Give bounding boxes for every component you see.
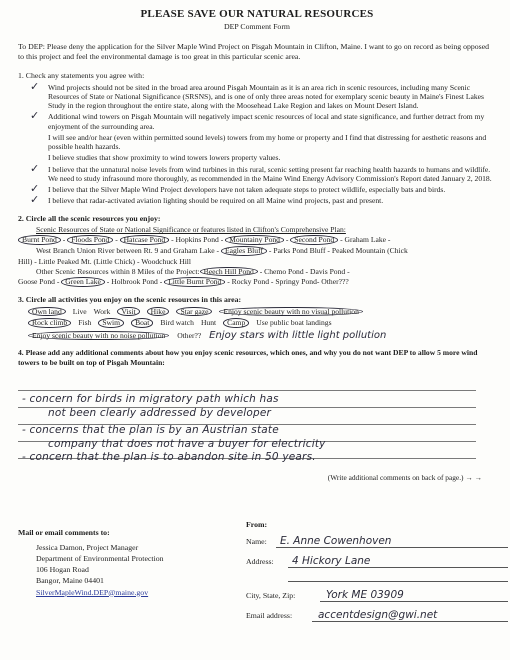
activities-row-1 [28,307,496,317]
activity-other-label: Other?? [177,330,202,340]
statement-item[interactable] [18,109,496,131]
write-on-back-note: (Write additional comments on back of page.) → → [327,472,482,482]
scenic-option-circled[interactable]: Second Pond [290,235,338,245]
statement-text: I will see and/or hear (even within permitted sound levels) towers from my home or property and I find that distressing for aesthetic reasons and possible health hazards. [48,132,487,152]
mail-line: 106 Hogan Road [36,565,89,575]
name-field[interactable] [246,531,508,550]
activity-other-answer: Enjoy stars with little light pollution [209,329,387,341]
address-value: 4 Hickory Lane [292,554,371,567]
activity-option-circled[interactable]: Boat [131,318,153,328]
activity-option-circled[interactable]: Visit [117,307,139,317]
section-1-heading: 1. Check any statements you agree with: [18,71,145,81]
mail-email-link[interactable]: SilverMapleWind.DEP@maine.gov [36,587,149,597]
section-2-heading: 2. Circle all the scenic resources you enjoy: [18,213,161,223]
comment-line-2: not been clearly addressed by developer [48,406,272,419]
activity-option[interactable]: Live [72,306,87,316]
check-mark-icon: ✓ [30,182,40,196]
name-underline [276,547,508,548]
activity-option-circled[interactable]: Own land [28,307,66,317]
address-underline [288,567,508,568]
check-mark-icon: ✓ [30,161,40,175]
email-label: Email address: [246,611,293,620]
address-line-2[interactable] [246,571,508,584]
scenic-text: Other Scenic Resources within 8 Miles of the Project: [36,266,200,276]
activity-option-circled[interactable]: Camp [223,318,249,328]
form-subtitle: DEP Comment Form [224,22,290,32]
scenic-option-circled[interactable]: Eagles Bluff [221,246,267,256]
activities-row-2 [28,318,496,328]
section-3-heading: 3. Circle all activities you enjoy on the scenic resources in this area: [18,295,242,305]
city-value: York ME 03909 [326,588,404,601]
scenic-option-circled[interactable]: Burnt Pond [18,235,61,245]
comment-line-3: - concerns that the plan is by an Austrian state [22,423,279,436]
from-heading: From: [246,520,268,529]
scenic-option-circled[interactable]: Floods Pond [67,235,113,245]
statement-item[interactable] [18,79,496,111]
scenic-option-circled[interactable]: Beech Hill Pond [200,267,258,277]
scenic-option-circled[interactable]: Mountainy Pond [225,235,284,245]
scenic-option-circled[interactable]: Hatcase Pond [120,235,170,245]
city-label: City, State, Zip: [246,591,296,600]
from-block [246,520,508,624]
scenic-text: - [113,235,120,245]
mail-line: Jessica Damon, Project Manager [36,542,139,552]
activity-option-circled[interactable]: Enjoy scenic beauty with no noise pollution [28,331,169,341]
activity-option-circled[interactable]: Hike [147,307,170,317]
city-field[interactable] [246,585,508,604]
scenic-option-circled[interactable]: Little Burnt Pond [164,277,225,287]
scenic-text: - [60,235,68,245]
statement-item[interactable] [18,193,496,207]
statement-text: Wind projects should not be sited in the broad area around Pisgah Mountain as it is an area rich in scenic resources, including many Scenic Resources of State or National Significance (SRSNS), and is one of only three areas noted for exemplary scenic beauty in Maine's Finest Lakes Study in the region throughout the entire state, along with the Moosehead Lake Region and lakes on Mount Desert Island. [48,82,484,111]
address-label: Address: [246,557,274,566]
scenic-text: - Hopkins Pond - [169,235,226,245]
mail-line: Department of Environmental Protection [36,553,164,563]
comment-lines [18,374,496,482]
email-value: accentdesign@gwi.net [318,608,438,621]
statement-list [18,79,496,207]
activity-option[interactable]: Bird watch [160,318,194,328]
intro-paragraph: To DEP: Please deny the application for the Silver Maple Wind Project on Pisgah Mountain in Clifton, Maine. I want to go on record as being opposed to this project and feel the environmental damage is too great in this particular scenic area. [18,41,490,62]
scenic-line-3 [18,257,496,266]
activity-option-circled[interactable]: Rock climb [28,318,71,328]
scenic-line-5 [18,277,496,287]
statement-item[interactable] [18,161,496,184]
activity-option[interactable]: Hunt [200,318,217,328]
scenic-text: - Rocky Pond - Springy Pond- Other??? [225,277,349,287]
comment-line-5: - concern that the plan is to abandon site in 50 years. [22,450,316,463]
scenic-text: Hill) - Little Peaked Mt. (Little Chick) - Woodchuck Hill [18,256,192,266]
comment-line-1: - concern for birds in migratory path which has [22,392,279,405]
section-activities [18,295,496,342]
activity-option-circled[interactable]: Star gaze [176,307,212,317]
scenic-line-1 [18,235,496,245]
statement-text: I believe studies that show proximity to wind towers lowers property values. [48,153,281,163]
email-field[interactable] [246,605,508,624]
statement-item[interactable] [18,182,496,196]
address-field[interactable] [246,551,508,570]
name-label: Name: [246,537,267,546]
name-value: E. Anne Cowenhoven [280,534,392,547]
activity-option[interactable]: Use public boat landings [256,318,332,328]
check-mark-icon: ✓ [30,193,40,207]
scenic-option-circled[interactable]: Green Lake [61,277,105,287]
scenic-subheading: Scenic Resources of State or National Significance or features listed in Clifton's Comprehensive Plan: [36,225,346,235]
address-underline-2 [288,581,508,582]
comment-rule [18,390,476,391]
email-underline [312,621,508,622]
statement-text: I believe that radar-activated aviation lighting should be required on all Maine wind projects, past and present. [48,196,384,206]
scenic-text: - Graham Lake - [338,235,391,245]
scenic-line-2 [18,246,496,256]
activity-option-circled[interactable]: Enjoy scenic beauty with no visual pollution [219,307,362,317]
statement-text: I believe that the unnatural noise levels from wind turbines in this rural, scenic setting present far reaching health hazards to humans and wildlife. We need to study infrasound more thoroughly, as recommended in the Maine Wind Energy Advisory Commission's Report dated January 2, 2018. [48,164,492,183]
mail-line: Bangor, Maine 04401 [36,576,104,586]
statement-item[interactable] [18,153,496,162]
activity-option[interactable]: Fish [78,318,92,328]
statement-text: I believe that the Silver Maple Wind Project developers have not taken adequate steps to protect wildlife, especially bats and birds. [48,185,446,195]
form-title: PLEASE SAVE OUR NATURAL RESOURCES [140,8,374,20]
activity-option-circled[interactable]: Swim [98,318,124,328]
activity-option[interactable]: Work [93,306,111,316]
check-mark-icon: ✓ [30,109,40,123]
statement-text: Additional wind towers on Pisgah Mountain will negatively impact scenic resources of local and state significance, and further detract from my enjoyment of the surrounding area. [48,112,485,131]
check-mark-icon: ✓ [30,79,40,93]
statement-item[interactable] [18,133,496,152]
mail-to-block [18,528,238,598]
scenic-text: - Parks Pond Bluff - Peaked Mountain (Chick [267,246,408,255]
scenic-text: - [283,235,291,245]
section-statements [18,71,496,206]
city-underline [320,601,508,602]
scenic-text: - Holbrook Pond - [104,277,165,287]
mail-heading: Mail or email comments to: [18,528,110,537]
scenic-line-4 [18,267,496,277]
scenic-text: - Chemo Pond - Davis Pond - [257,266,350,276]
scenic-text: Goose Pond - [18,277,62,287]
scenic-text: West Branch Union River between Rt. 9 and Graham Lake - [36,246,221,255]
comment-line-4: company that does not have a buyer for electricity [48,437,326,450]
activities-row-3 [28,330,496,342]
section-4-heading: 4. Please add any additional comments about how you enjoy scenic resources, which ones, and why you do not want DEP to allow 5 more wind towers to be built on top of Pisgah Mountain: [18,347,478,367]
section-scenic-resources [18,214,496,287]
